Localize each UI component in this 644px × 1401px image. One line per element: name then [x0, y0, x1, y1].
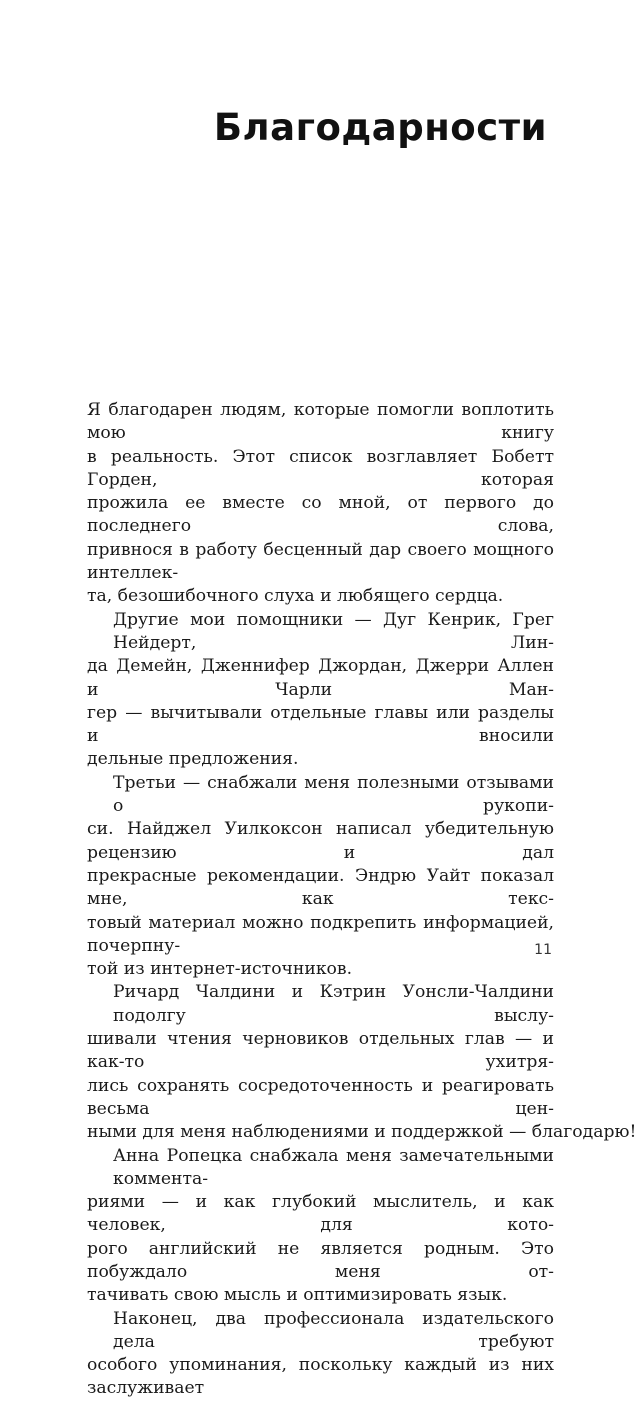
- text-line: Другие мои помощники — Дуг Кенрик, Грег Нейдерт, Лин-: [113, 609, 554, 653]
- body-text: [87, 399, 637, 1401]
- text-line: да Демейн, Дженнифер Джордан, Джерри Аллен и Чарли Ман-: [87, 656, 554, 700]
- text-line: Наконец, два профессионала издательского дела требуют: [113, 1308, 554, 1352]
- text-line: Третьи — снабжали меня полезными отзывами о рукопи-: [113, 772, 554, 817]
- page-title: Благодарности: [213, 106, 547, 149]
- text-line: шивали чтения черновиков отдельных глав — и как-то ухитря-: [87, 1029, 554, 1073]
- text-line: риями — и как глубокий мыслитель, и как человек, для кото-: [87, 1192, 554, 1236]
- text-line: си. Найджел Уилкоксон написал убедительную рецензию и дал: [87, 819, 554, 863]
- text-line: той из интернет-источников.: [87, 959, 353, 980]
- text-line: рого английский не является родным. Это побуждало меня от-: [87, 1238, 554, 1282]
- text-line: Анна Ропецка снабжала меня замечательными коммента-: [113, 1145, 554, 1189]
- page-number: 11: [534, 942, 552, 958]
- text-line: Я благодарен людям, которые помогли воплотить мою книгу: [87, 400, 554, 444]
- text-line: лись сохранять сосредоточенность и реагировать весьма цен-: [87, 1075, 554, 1119]
- text-line: гер — вычитывали отдельные главы или разделы и вносили: [87, 702, 554, 747]
- text-line: Ричард Чалдини и Кэтрин Уонсли-Чалдини подолгу выслу-: [113, 982, 554, 1026]
- text-line: тачивать свою мысль и оптимизировать язык.: [87, 1285, 508, 1306]
- text-line: особого упоминания, поскольку каждый из них заслуживает: [87, 1355, 554, 1399]
- text-line: та, безошибочного слуха и любящего сердца.: [87, 586, 504, 607]
- text-line: дельные предложения.: [87, 749, 299, 770]
- text-line: привнося в работу бесценный дар своего мощного интеллек-: [87, 539, 554, 584]
- text-line: ными для меня наблюдениями и поддержкой — благодарю!: [87, 1122, 637, 1143]
- text-line: в реальность. Этот список возглавляет Бобетт Горден, которая: [87, 446, 554, 490]
- text-line: прекрасные рекомендации. Эндрю Уайт показал мне, как текс-: [87, 865, 554, 910]
- text-line: товый материал можно подкрепить информацией, почерпну-: [87, 912, 554, 956]
- text-line: прожила ее вместе со мной, от первого до последнего слова,: [87, 493, 554, 537]
